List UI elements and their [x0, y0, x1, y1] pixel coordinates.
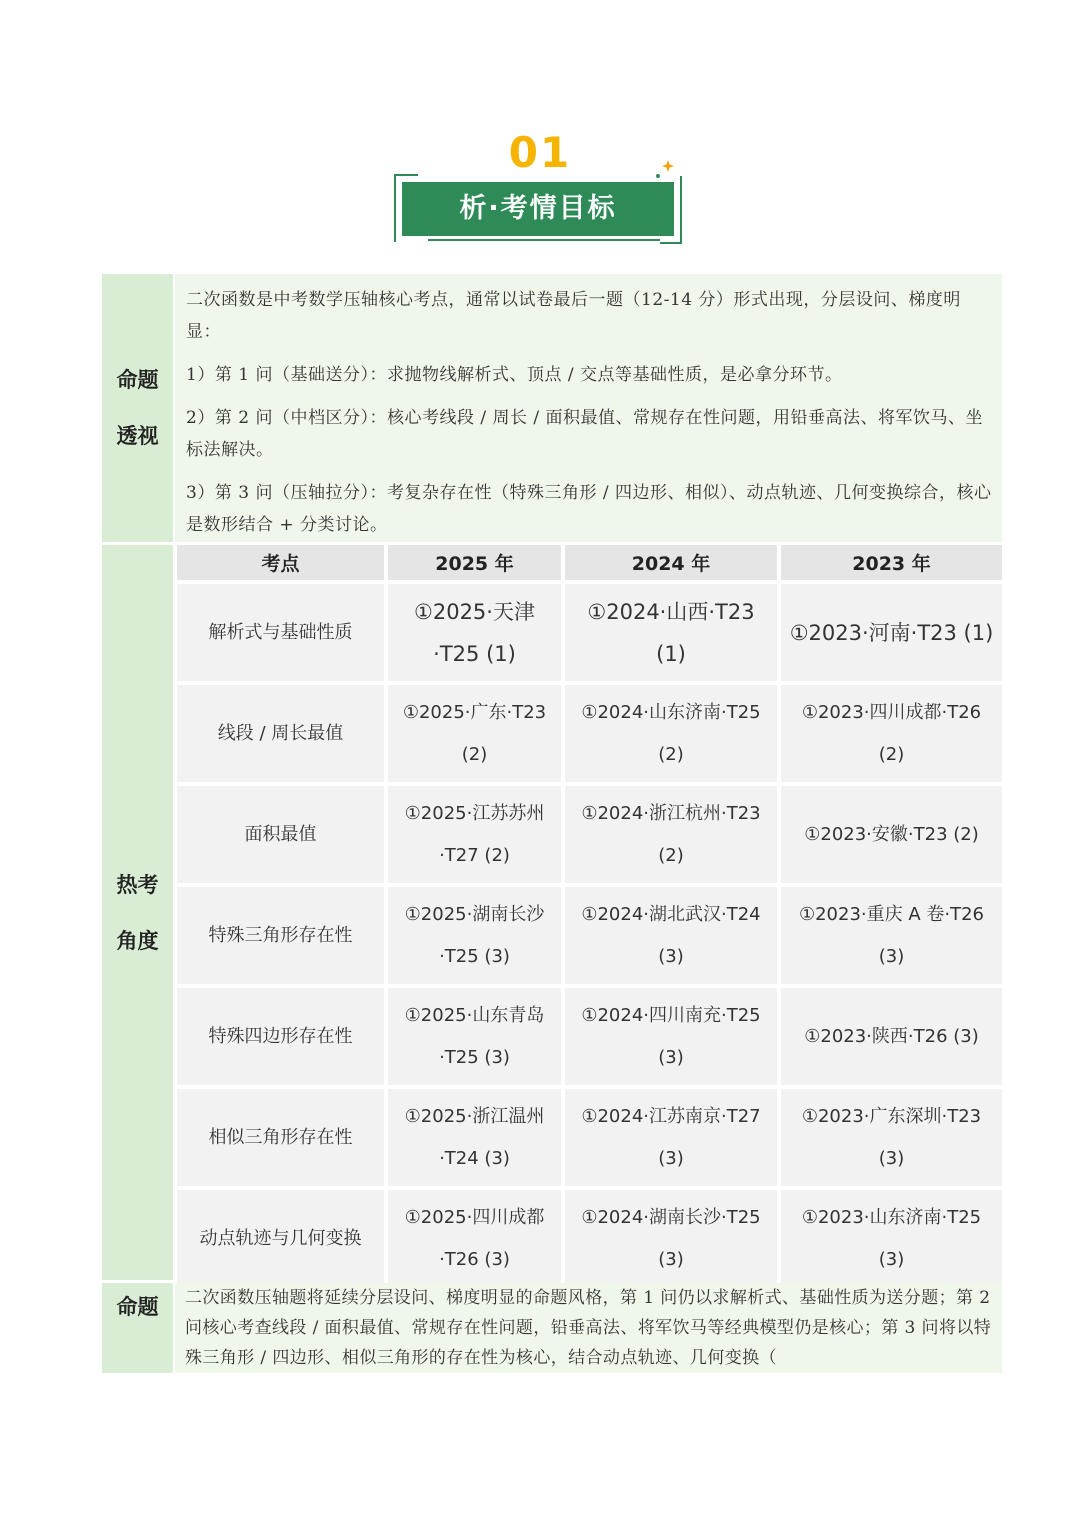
table-cell-2025: ①2025·山东青岛·T25 (3): [388, 988, 561, 1085]
table-cell-2025: ①2025·广东·T23 (2): [388, 685, 561, 782]
table-cell-topic: 解析式与基础性质: [177, 584, 384, 681]
table-cell-2024: ①2024·湖北武汉·T24 (3): [565, 887, 777, 984]
table-header-topic: 考点: [177, 545, 384, 580]
table-cell-2025: ①2025·湖南长沙·T25 (3): [388, 887, 561, 984]
prediction-panel: [175, 1283, 1002, 1373]
table-header-2024: 2024 年: [565, 545, 777, 580]
table-cell-2023: ①2023·重庆 A 卷·T26 (3): [781, 887, 1002, 984]
table-cell-2024: ①2024·浙江杭州·T23 (2): [565, 786, 777, 883]
table-cell-2025: ①2025·四川成都·T26 (3): [388, 1190, 561, 1287]
insight-intro: 二次函数是中考数学压轴核心考点，通常以试卷最后一题（12-14 分）形式出现，分层设问、梯度明显：: [186, 290, 961, 342]
section-number: 01: [508, 128, 572, 177]
table-cell-2025: ①2025·天津·T25 (1): [388, 584, 561, 681]
table-cell-topic: 线段 / 周长最值: [177, 685, 384, 782]
insight-point: 2）第 2 问（中档区分）：核心考线段 / 周长 / 面积最值、常规存在性问题，用铅垂高法、将军饮马、坐标法解决。: [186, 408, 984, 460]
section-label-line: 命题: [116, 1295, 159, 1319]
table-cell-2023: ①2023·广东深圳·T23 (3): [781, 1089, 1002, 1186]
table-cell-topic: 动点轨迹与几何变换: [177, 1190, 384, 1287]
table-cell-topic: 面积最值: [177, 786, 384, 883]
table-cell-2025: ①2025·江苏苏州·T27 (2): [388, 786, 561, 883]
insight-point: 3）第 3 问（压轴拉分）：考复杂存在性（特殊三角形 / 四边形、相似）、动点轨迹、几何变换综合，核心是数形结合 + 分类讨论。: [186, 483, 992, 535]
section-label-line: 透视: [116, 424, 159, 448]
section-label-hot-angles: [102, 545, 173, 1280]
section-label-line: 热考: [116, 872, 159, 897]
table-cell-topic: 特殊四边形存在性: [177, 988, 384, 1085]
insight-point: 1）第 1 问（基础送分）：求抛物线解析式、顶点 / 交点等基础性质，是必拿分环节。: [186, 365, 843, 385]
table-cell-2023: ①2023·陕西·T26 (3): [781, 988, 1002, 1085]
table-cell-2024: ①2024·四川南充·T25 (3): [565, 988, 777, 1085]
table-header-2023: 2023 年: [781, 545, 1002, 580]
prediction-summary: 二次函数压轴题将延续分层设问、梯度明显的命题风格，第 1 问仍以求解析式、基础性质为送分题；第 2 问核心考查线段 / 面积最值、常规存在性问题，铅垂高法、将军饮马等经典模型仍是核心；第 3 问将以特殊三角形 / 四边形、相似三角形的存在性为核心，结合动点轨迹、几何变换（: [185, 1288, 992, 1368]
table-cell-2023: ①2023·四川成都·T26 (2): [781, 685, 1002, 782]
table-cell-topic: 相似三角形存在性: [177, 1089, 384, 1186]
badge-frame-bottom: [428, 239, 660, 241]
exam-points-table: [177, 545, 1002, 1287]
table-cell-topic: 特殊三角形存在性: [177, 887, 384, 984]
section-label-line: 角度: [116, 928, 159, 953]
section-label-prediction: [102, 1283, 173, 1373]
section-label-line: 命题: [116, 368, 159, 392]
section-header: [0, 0, 1080, 260]
section-title: 析·考情目标: [402, 182, 674, 236]
table-header-2025: 2025 年: [388, 545, 561, 580]
table-cell-2023: ①2023·山东济南·T25 (3): [781, 1190, 1002, 1287]
table-cell-2024: ①2024·湖南长沙·T25 (3): [565, 1190, 777, 1287]
table-cell-2024: ①2024·山西·T23 (1): [565, 584, 777, 681]
sparkle-icon: [652, 158, 676, 182]
exam-insight-panel: [175, 274, 1002, 542]
table-cell-2024: ①2024·山东济南·T25 (2): [565, 685, 777, 782]
table-cell-2024: ①2024·江苏南京·T27 (3): [565, 1089, 777, 1186]
table-cell-2023: ①2023·安徽·T23 (2): [781, 786, 1002, 883]
section-label-exam-insight: [102, 274, 173, 542]
table-cell-2025: ①2025·浙江温州·T24 (3): [388, 1089, 561, 1186]
table-cell-2023: ①2023·河南·T23 (1): [781, 584, 1002, 681]
